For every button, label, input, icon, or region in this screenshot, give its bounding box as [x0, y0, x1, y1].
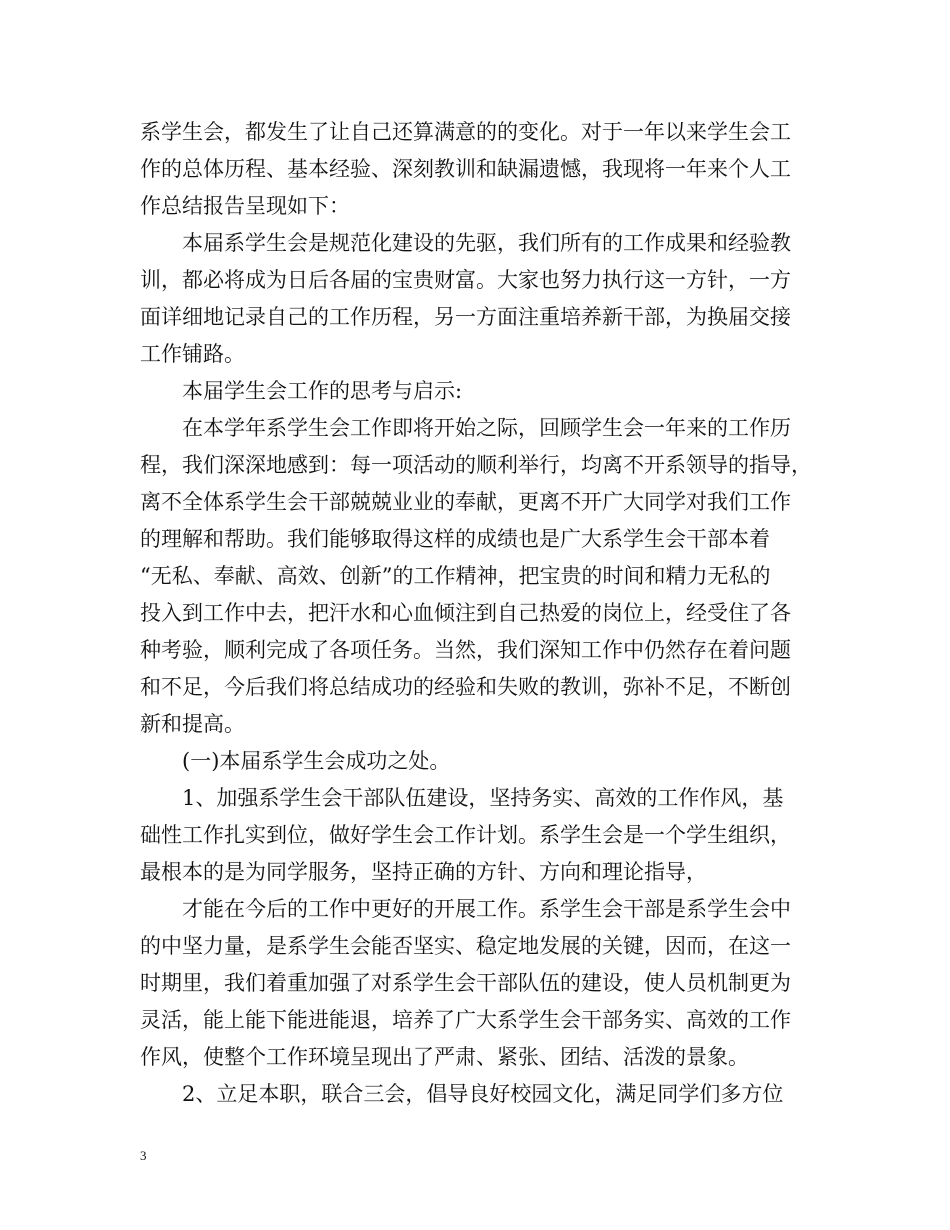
text-line: 系学生会，都发生了让自己还算满意的的变化。对于一年以来学生会工	[140, 120, 791, 144]
text-line: 作的总体历程、基本经验、深刻教训和缺漏遗憾，我现将一年来个人工	[140, 157, 791, 181]
text-line: 种考验，顺利完成了各项任务。当然，我们深知工作中仍然存在着问题	[140, 638, 791, 662]
text-line: 作总结报告呈现如下：	[140, 194, 350, 218]
paragraph-start-line: 1、加强系学生会干部队伍建设，坚持务实、高效的工作作风，基	[182, 786, 784, 810]
text-line: “无私、奉献、高效、创新”的工作精神，把宝贵的时间和精力无私的	[140, 564, 771, 588]
text-line: 面详细地记录自己的工作历程，另一方面注重培养新干部，为换届交接	[140, 305, 791, 329]
text-line: 作风，使整个工作环境呈现出了严肃、紧张、团结、活泼的景象。	[140, 1045, 749, 1069]
text-line: 工作铺路。	[140, 342, 245, 366]
text-line: 训，都必将成为日后各届的宝贵财富。大家也努力执行这一方针，一方	[140, 268, 791, 292]
text-line: 最根本的是为同学服务，坚持正确的方针、方向和理论指导，	[140, 860, 707, 884]
paragraph-start-line: 2、立足本职，联合三会，倡导良好校园文化，满足同学们多方位	[182, 1082, 784, 1106]
section-heading: (一)本届系学生会成功之处。	[182, 749, 451, 773]
document-body	[140, 114, 820, 1113]
text-line: 灵活，能上能下能进能退，培养了广大系学生会干部务实、高效的工作	[140, 1008, 791, 1032]
text-line: 离不全体系学生会干部兢兢业业的奉献，更离不开广大同学对我们工作	[140, 490, 791, 514]
text-line: 的中坚力量，是系学生会能否坚实、稳定地发展的关键，因而，在这一	[140, 934, 791, 958]
text-line: 的理解和帮助。我们能够取得这样的成绩也是广大系学生会干部本着	[140, 527, 770, 551]
text-line: 程，我们深深地感到：每一项活动的顺利举行，均离不开系领导的指导，	[140, 453, 812, 477]
text-line: 投入到工作中去，把汗水和心血倾注到自己热爱的岗位上，经受住了各	[140, 601, 791, 625]
text-line: 新和提高。	[140, 712, 245, 736]
text-line: 和不足，今后我们将总结成功的经验和失败的教训，弥补不足，不断创	[140, 675, 791, 699]
text-line: 时期里，我们着重加强了对系学生会干部队伍的建设，使人员机制更为	[140, 971, 791, 995]
paragraph-start-line: 才能在今后的工作中更好的开展工作。系学生会干部是系学生会中	[182, 897, 791, 921]
page-number: 3	[140, 1148, 147, 1163]
paragraph-start-line: 本届系学生会是规范化建设的先驱，我们所有的工作成果和经验教	[182, 231, 791, 255]
paragraph-start-line: 在本学年系学生会工作即将开始之际，回顾学生会一年来的工作历	[182, 416, 791, 440]
text-line: 础性工作扎实到位，做好学生会工作计划。系学生会是一个学生组织，	[140, 823, 791, 847]
section-heading: 本届学生会工作的思考与启示:	[182, 379, 463, 403]
